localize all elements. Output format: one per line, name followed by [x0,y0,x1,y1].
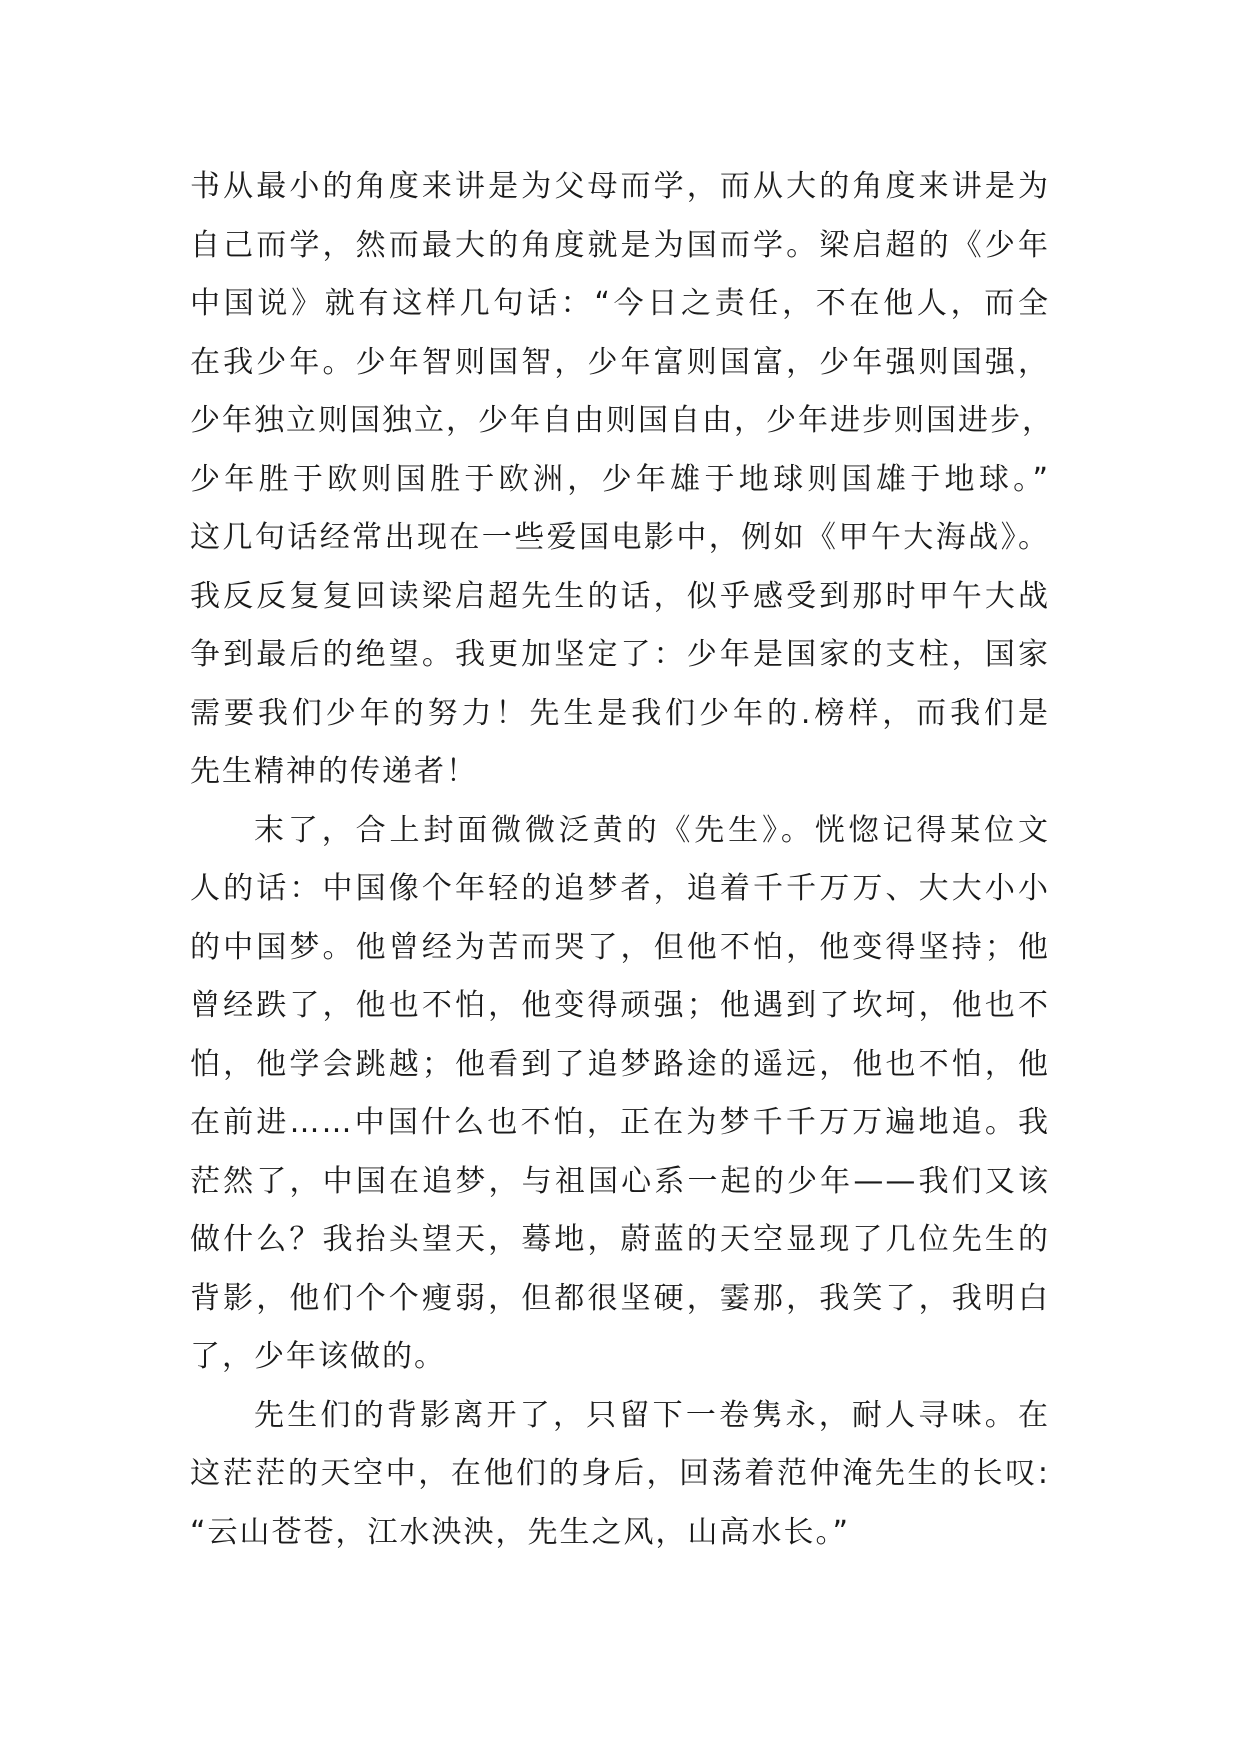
text-line: 做什么？我抬头望天，蓦地，蔚蓝的天空显现了几位先生的 [190,1222,1050,1257]
text-line: 需要我们少年的努力！先生是我们少年的.榜样，而我们是 [190,695,1050,731]
text-line: 自己而学，然而最大的角度就是为国而学。梁启超的《少年 [190,227,1050,263]
text-line: 争到最后的绝望。我更加坚定了：少年是国家的支柱，国家 [190,637,1050,672]
text-line: 人的话：中国像个年轻的追梦者，追着千千万万、大大小小 [190,871,1050,906]
text-line: 这几句话经常出现在一些爱国电影中，例如《甲午大海战》。 [190,520,1050,555]
text-line: 中国说》就有这样几句话：“今日之责任，不在他人，而全 [190,286,1050,321]
text-line: 这茫茫的天空中，在他们的身后，回荡着范仲淹先生的长叹: [190,1456,1050,1491]
text-line: 的中国梦。他曾经为苦而哭了，但他不怕，他变得坚持；他 [190,929,1050,965]
text-line: 怕，他学会跳越；他看到了追梦路途的遥远，他也不怕，他 [190,1046,1050,1082]
text-line: 先生们的背影离开了，只留下一卷隽永，耐人寻味。在 [254,1397,1050,1433]
text-line: 少年独立则国独立，少年自由则国自由，少年进步则国进步， [190,403,1054,438]
text-line: 了，少年该做的。 [190,1339,446,1374]
text-line: 在我少年。少年智则国智，少年富则国富，少年强则国强， [190,344,1050,380]
body-text [190,158,1054,1562]
text-line: 背影，他们个个瘦弱，但都很坚硬，霎那，我笑了，我明白 [190,1280,1050,1316]
text-line: 少年胜于欧则国胜于欧洲，少年雄于地球则国雄于地球。” [190,461,1050,497]
text-line: “云山苍苍，江水泱泱，先生之风，山高水长。” [190,1514,851,1550]
text-line: 书从最小的角度来讲是为父母而学，而从大的角度来讲是为 [190,169,1050,204]
text-line: 末了，合上封面微微泛黄的《先生》。恍惚记得某位文 [254,812,1050,848]
text-line: 先生精神的传递者！ [190,754,478,789]
text-line: 茫然了，中国在追梦，与祖国心系一起的少年——我们又该 [190,1163,1050,1199]
text-line: 在前进……中国什么也不怕，正在为梦千千万万遍地追。我 [190,1105,1050,1140]
text-line: 曾经跌了，他也不怕，他变得顽强；他遇到了坎坷，他也不 [190,988,1050,1023]
text-line: 我反反复复回读梁启超先生的话，似乎感受到那时甲午大战 [190,578,1050,614]
